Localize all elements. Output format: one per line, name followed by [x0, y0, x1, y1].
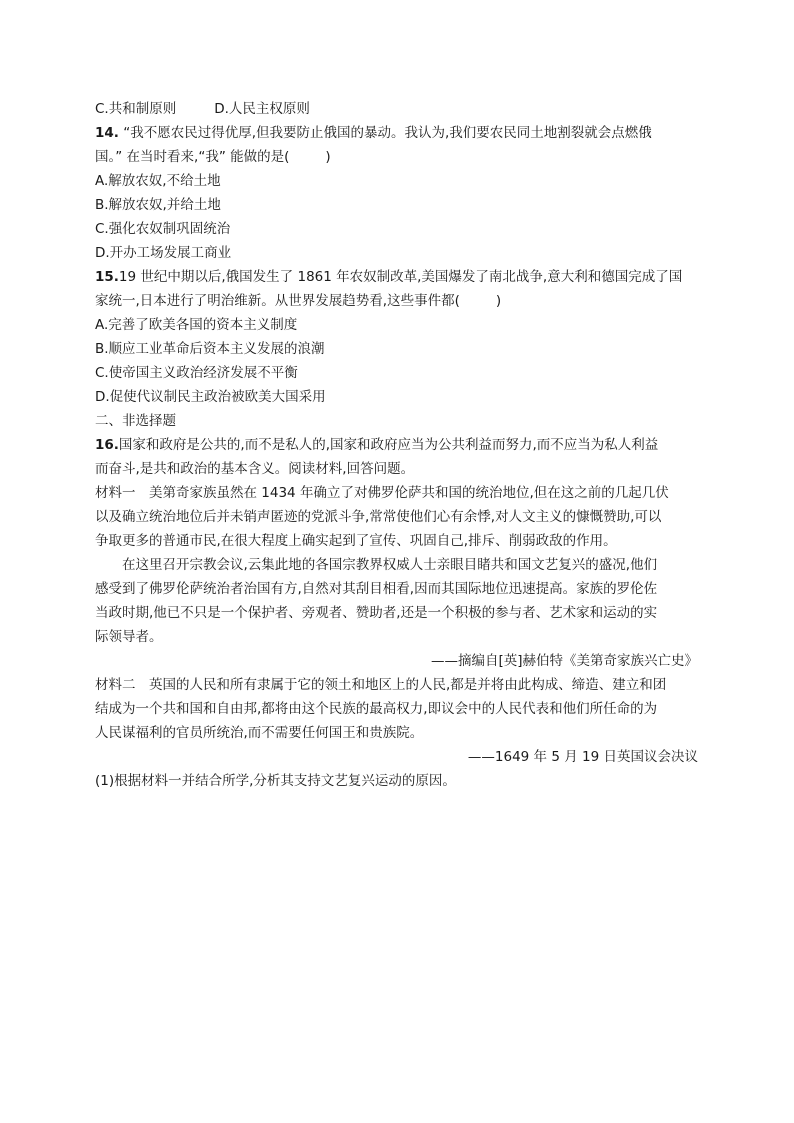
material1-source: ——摘编自[英]赫伯特《美第奇家族兴亡史》 — [430, 653, 698, 669]
q14-stem-line1: 14. “我不愿农民过得优厚,但我要防止俄国的暴动。我认为,我们要农民同土地割裂就会点燃俄 — [95, 125, 652, 141]
q16-stem-line2: 而奋斗,是共和政治的基本含义。阅读材料,回答问题。 — [95, 461, 415, 477]
q15-number: 15. — [95, 269, 119, 285]
q14-option-c: C.强化农奴制巩固统治 — [95, 221, 231, 237]
q15-stem-line2: 家统一,日本进行了明治维新。从世界发展趋势看,这些事件都( ) — [95, 293, 502, 309]
q13-options-cd — [95, 100, 705, 118]
q14-stem-line2: 国。” 在当时看来,“我” 能做的是( ) — [95, 149, 331, 165]
q16-number: 16. — [95, 437, 119, 453]
material2-line2: 结成为一个共和国和自由邦,都将由这个民族的最高权力,即议会中的人民代表和他们所任命的为 — [95, 701, 658, 717]
material1-line1: 材料一 美第奇家族虽然在 1434 年确立了对佛罗伦萨共和国的统治地位,但在这之前的几起几伏 — [95, 485, 669, 501]
q15-option-a: A.完善了欧美各国的资本主义制度 — [95, 317, 298, 333]
q15-option-d: D.促使代议制民主政治被欧美大国采用 — [95, 389, 326, 405]
q14-option-d: D.开办工场发展工商业 — [95, 245, 232, 261]
material1-line6: 当政时期,他已不只是一个保护者、旁观者、赞助者,还是一个积极的参与者、艺术家和运动的实 — [95, 605, 658, 621]
section-title: 二、非选择题 — [95, 413, 176, 429]
q14-option-a: A.解放农奴,不给土地 — [95, 173, 221, 189]
material1-line4: 在这里召开宗教会议,云集此地的各国宗教界权威人士亲眼目睹共和国文艺复兴的盛况,他们 — [122, 557, 658, 573]
q16-sub-question-1: (1)根据材料一并结合所学,分析其支持文艺复兴运动的原因。 — [95, 773, 456, 789]
q16-stem-line1: 16.国家和政府是公共的,而不是私人的,国家和政府应当为公共利益而努力,而不应当为私人利益 — [95, 437, 659, 453]
q15-option-b: B.顺应工业革命后资本主义发展的浪潮 — [95, 341, 325, 357]
material1-line5: 感受到了佛罗伦萨统治者治国有方,自然对其刮目相看,因而其国际地位迅速提高。家族的罗伦佐 — [95, 581, 658, 597]
q14-option-b: B.解放农奴,并给土地 — [95, 197, 221, 213]
q15-option-c: C.使帝国主义政治经济发展不平衡 — [95, 365, 298, 381]
material1-line7: 际领导者。 — [95, 629, 163, 645]
material1-line2: 以及确立统治地位后并未销声匿迹的党派斗争,常常使他们心有余悸,对人文主义的慷慨赞助,可以 — [95, 509, 662, 525]
material1-line3: 争取更多的普通市民,在很大程度上确实起到了宣传、巩固自己,排斥、削弱政敌的作用。 — [95, 533, 617, 549]
material2-line1: 材料二 英国的人民和所有隶属于它的领土和地区上的人民,都是并将由此构成、缔造、建立和团 — [95, 677, 667, 693]
material2-source: ——1649 年 5 月 19 日英国议会决议 — [467, 749, 698, 765]
q13-option-c: C.共和制原则 — [95, 101, 177, 117]
q13-option-d: D.人民主权原则 — [214, 101, 310, 117]
q14-number: 14. — [95, 125, 119, 141]
material2-line3: 人民谋福利的官员所统治,而不需要任何国王和贵族院。 — [95, 725, 424, 741]
q15-stem-line1: 15.19 世纪中期以后,俄国发生了 1861 年农奴制改革,美国爆发了南北战争,意大利和德国完成了国 — [95, 269, 683, 285]
